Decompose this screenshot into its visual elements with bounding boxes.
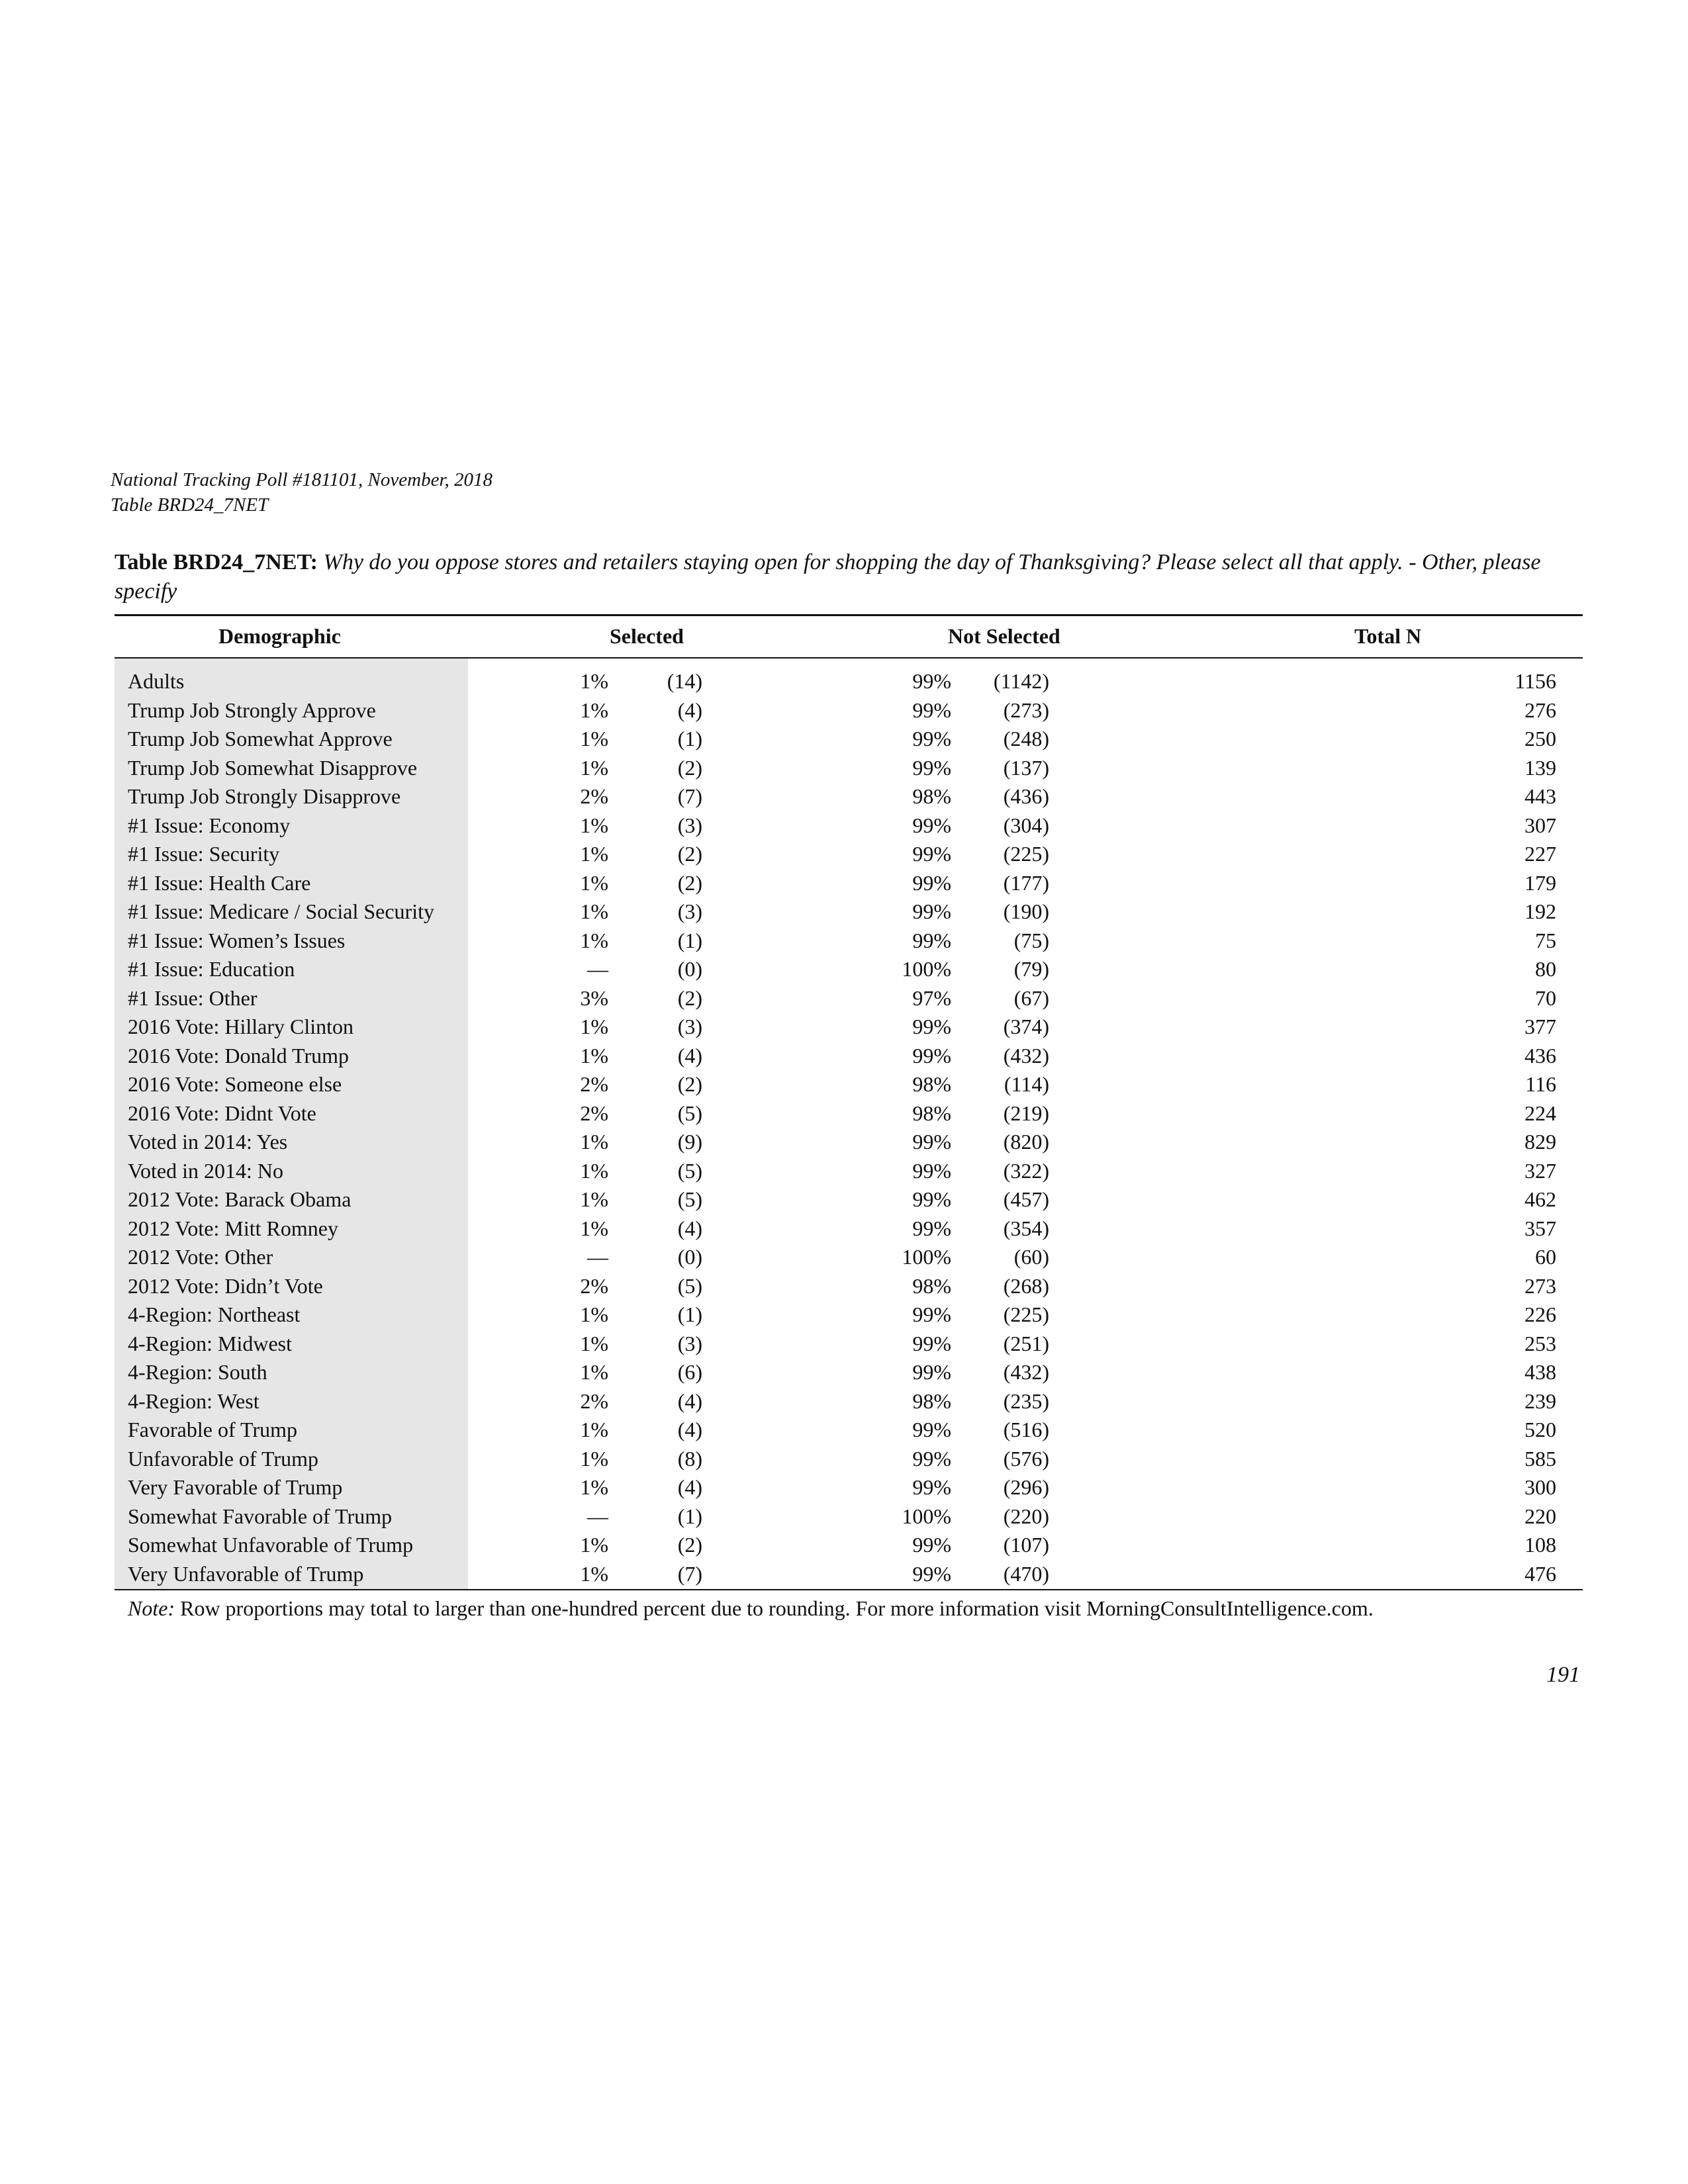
row-not-selected-count: (374)	[1003, 1015, 1049, 1038]
row-total-n: 436	[1524, 1043, 1556, 1068]
row-selected-percent: 1%	[580, 1130, 608, 1154]
table-row	[115, 839, 1583, 868]
row-selected-count: (14)	[667, 669, 702, 693]
row-demographic: #1 Issue: Women’s Issues	[128, 928, 346, 952]
row-not-selected-percent: 99%	[912, 1130, 951, 1154]
row-not-selected-count: (432)	[1003, 1360, 1049, 1384]
row-demographic: #1 Issue: Other	[128, 985, 258, 1010]
row-selected-percent: 1%	[580, 1015, 608, 1038]
col-header-selected: Selected	[610, 624, 684, 648]
table-row	[115, 811, 1583, 840]
row-total-n: 377	[1524, 1015, 1556, 1038]
row-selected-percent: 2%	[580, 1388, 608, 1413]
row-total-n: 75	[1535, 928, 1556, 952]
row-total-n: 476	[1524, 1561, 1556, 1586]
row-not-selected-count: (67)	[1013, 985, 1049, 1010]
row-selected-percent: 1%	[580, 1043, 608, 1068]
row-demographic: 2012 Vote: Barack Obama	[128, 1187, 352, 1211]
row-demographic: Very Favorable of Trump	[128, 1475, 343, 1499]
row-not-selected-percent: 99%	[912, 1216, 951, 1240]
row-selected-count: (0)	[677, 957, 702, 981]
row-total-n: 239	[1524, 1388, 1556, 1413]
row-demographic: 4-Region: South	[128, 1360, 267, 1384]
row-total-n: 139	[1524, 755, 1556, 780]
row-demographic: Trump Job Strongly Disapprove	[128, 784, 401, 808]
row-demographic: 2016 Vote: Someone else	[128, 1072, 342, 1096]
row-demographic: 4-Region: Midwest	[128, 1331, 292, 1355]
row-selected-percent: 1%	[580, 899, 608, 923]
row-selected-percent: 2%	[580, 1273, 608, 1298]
row-not-selected-percent: 99%	[912, 1187, 951, 1211]
table-row	[115, 1242, 1583, 1271]
row-selected-percent: —	[587, 1504, 608, 1528]
row-total-n: 192	[1524, 899, 1556, 923]
row-demographic: 2012 Vote: Didn’t Vote	[128, 1273, 323, 1298]
row-demographic: Trump Job Strongly Approve	[128, 698, 376, 722]
row-demographic: Adults	[128, 669, 185, 693]
table-id: Table BRD24_7NET	[111, 494, 269, 516]
row-demographic: 2016 Vote: Donald Trump	[128, 1043, 349, 1068]
row-selected-count: (9)	[677, 1130, 702, 1154]
row-total-n: 70	[1535, 985, 1556, 1010]
row-demographic: #1 Issue: Education	[128, 957, 295, 981]
row-not-selected-count: (251)	[1003, 1331, 1049, 1355]
row-selected-count: (2)	[677, 870, 702, 895]
row-selected-count: (3)	[677, 1331, 702, 1355]
row-demographic: Somewhat Favorable of Trump	[128, 1504, 393, 1528]
row-selected-percent: 1%	[580, 1418, 608, 1441]
table-row	[115, 753, 1583, 782]
row-demographic: 4-Region: West	[128, 1388, 259, 1413]
table-row	[115, 1387, 1583, 1416]
row-not-selected-percent: 100%	[902, 1245, 951, 1269]
table-body	[115, 659, 1583, 1589]
table-row	[115, 983, 1583, 1013]
row-total-n: 220	[1524, 1504, 1556, 1528]
row-selected-count: (6)	[677, 1360, 702, 1384]
row-selected-percent: 2%	[580, 1101, 608, 1125]
row-selected-percent: 1%	[580, 1187, 608, 1211]
row-total-n: 179	[1524, 870, 1556, 895]
table-row	[115, 1012, 1583, 1041]
row-demographic: Voted in 2014: Yes	[128, 1130, 288, 1154]
row-not-selected-count: (79)	[1013, 957, 1049, 981]
row-selected-percent: 2%	[580, 784, 608, 808]
row-not-selected-percent: 100%	[902, 1504, 951, 1528]
row-total-n: 80	[1535, 957, 1556, 981]
table-row	[115, 1214, 1583, 1243]
row-demographic: 2016 Vote: Didnt Vote	[128, 1101, 316, 1125]
row-selected-count: (4)	[677, 1043, 702, 1068]
row-demographic: Very Unfavorable of Trump	[128, 1561, 364, 1586]
row-not-selected-percent: 99%	[912, 1302, 951, 1326]
row-selected-count: (2)	[677, 755, 702, 780]
row-total-n: 300	[1524, 1475, 1556, 1499]
row-total-n: 443	[1524, 784, 1556, 808]
row-not-selected-count: (516)	[1003, 1418, 1049, 1441]
row-not-selected-count: (190)	[1003, 899, 1049, 923]
row-not-selected-count: (1142)	[993, 669, 1049, 693]
table-title-label: Table BRD24_7NET:	[115, 550, 318, 574]
row-not-selected-count: (432)	[1003, 1043, 1049, 1068]
row-demographic: #1 Issue: Security	[128, 842, 280, 866]
row-selected-count: (1)	[677, 1302, 702, 1326]
row-not-selected-percent: 99%	[912, 727, 951, 751]
row-not-selected-percent: 98%	[912, 1273, 951, 1298]
row-not-selected-count: (107)	[1003, 1533, 1049, 1557]
row-total-n: 60	[1535, 1245, 1556, 1269]
table-title-question: Why do you oppose stores and retailers staying open for shopping the day of Thanksgiving? Please select all that apply. - Other, please specify	[115, 550, 1541, 604]
row-total-n: 520	[1524, 1418, 1556, 1441]
row-not-selected-count: (268)	[1003, 1273, 1049, 1298]
row-not-selected-percent: 99%	[912, 1043, 951, 1068]
table-row	[115, 1041, 1583, 1070]
row-not-selected-percent: 99%	[912, 899, 951, 923]
row-selected-count: (8)	[677, 1446, 702, 1471]
table-row	[115, 1415, 1583, 1444]
row-not-selected-count: (470)	[1003, 1561, 1049, 1586]
row-total-n: 327	[1524, 1158, 1556, 1183]
row-selected-percent: —	[587, 1245, 608, 1269]
table-row	[115, 1300, 1583, 1329]
row-total-n: 224	[1524, 1101, 1556, 1125]
col-header-total-n: Total N	[1354, 624, 1422, 648]
row-not-selected-count: (114)	[1004, 1072, 1049, 1096]
col-header-demographic: Demographic	[218, 624, 341, 648]
row-selected-count: (4)	[677, 1475, 702, 1499]
row-selected-count: (7)	[677, 784, 702, 808]
row-selected-count: (2)	[677, 1533, 702, 1557]
row-total-n: 829	[1524, 1130, 1556, 1154]
row-not-selected-count: (820)	[1003, 1130, 1049, 1154]
table-row	[115, 724, 1583, 753]
row-total-n: 438	[1524, 1360, 1556, 1384]
row-selected-count: (4)	[677, 1216, 702, 1240]
row-selected-percent: —	[587, 957, 608, 981]
row-total-n: 253	[1524, 1331, 1556, 1355]
row-selected-count: (4)	[677, 698, 702, 722]
row-selected-count: (3)	[677, 899, 702, 923]
table-row	[115, 926, 1583, 955]
row-demographic: 2016 Vote: Hillary Clinton	[128, 1015, 354, 1038]
row-selected-count: (4)	[677, 1388, 702, 1413]
row-total-n: 357	[1524, 1216, 1556, 1240]
row-total-n: 273	[1524, 1273, 1556, 1298]
col-header-not-selected: Not Selected	[948, 624, 1060, 648]
row-not-selected-percent: 97%	[912, 985, 951, 1010]
row-not-selected-count: (354)	[1003, 1216, 1049, 1240]
table-row	[115, 954, 1583, 983]
row-demographic: #1 Issue: Health Care	[128, 870, 311, 895]
row-selected-count: (1)	[677, 1504, 702, 1528]
row-selected-percent: 1%	[580, 1302, 608, 1326]
row-selected-percent: 2%	[580, 1072, 608, 1096]
note-text: Row proportions may total to larger than one-hundred percent due to rounding. For more information visit MorningConsultIntelligence.com.	[180, 1596, 1374, 1620]
row-total-n: 307	[1524, 813, 1556, 837]
row-selected-percent: 1%	[580, 1158, 608, 1183]
page-header	[111, 467, 492, 518]
table-row	[115, 1185, 1583, 1214]
row-selected-percent: 1%	[580, 1475, 608, 1499]
row-not-selected-percent: 99%	[912, 1475, 951, 1499]
row-not-selected-percent: 99%	[912, 842, 951, 866]
table-row	[115, 1271, 1583, 1300]
row-not-selected-percent: 99%	[912, 1533, 951, 1557]
row-not-selected-count: (322)	[1003, 1158, 1049, 1183]
row-not-selected-percent: 99%	[912, 928, 951, 952]
row-selected-count: (5)	[677, 1187, 702, 1211]
row-selected-percent: 1%	[580, 928, 608, 952]
row-not-selected-count: (235)	[1003, 1388, 1049, 1413]
row-not-selected-percent: 99%	[912, 698, 951, 722]
row-not-selected-percent: 99%	[912, 1015, 951, 1038]
row-selected-percent: 1%	[580, 755, 608, 780]
row-not-selected-percent: 99%	[912, 1418, 951, 1441]
row-not-selected-count: (248)	[1003, 727, 1049, 751]
row-not-selected-percent: 99%	[912, 669, 951, 693]
note-label: Note:	[128, 1596, 175, 1620]
row-total-n: 227	[1524, 842, 1556, 866]
row-not-selected-percent: 99%	[912, 813, 951, 837]
row-total-n: 226	[1524, 1302, 1556, 1326]
row-selected-count: (5)	[677, 1158, 702, 1183]
row-demographic: #1 Issue: Economy	[128, 813, 291, 837]
row-not-selected-count: (60)	[1013, 1245, 1049, 1269]
row-not-selected-count: (576)	[1003, 1446, 1049, 1471]
row-total-n: 276	[1524, 698, 1556, 722]
row-total-n: 585	[1524, 1446, 1556, 1471]
table-note	[128, 1596, 1374, 1621]
table-row	[115, 666, 1583, 696]
row-not-selected-count: (304)	[1003, 813, 1049, 837]
table-row	[115, 1473, 1583, 1502]
row-not-selected-count: (225)	[1003, 842, 1049, 866]
row-not-selected-count: (137)	[1003, 755, 1049, 780]
column-header-row	[115, 616, 1583, 657]
row-not-selected-percent: 99%	[912, 1331, 951, 1355]
row-selected-percent: 1%	[580, 1216, 608, 1240]
row-selected-percent: 1%	[580, 1533, 608, 1557]
row-demographic: Unfavorable of Trump	[128, 1446, 318, 1471]
row-demographic: #1 Issue: Medicare / Social Security	[128, 899, 434, 923]
row-selected-percent: 3%	[580, 985, 608, 1010]
table-title	[115, 548, 1583, 606]
row-selected-count: (3)	[677, 813, 702, 837]
table-row	[115, 1099, 1583, 1128]
page-number: 191	[1546, 1662, 1580, 1687]
row-selected-percent: 1%	[580, 1331, 608, 1355]
row-selected-count: (7)	[677, 1561, 702, 1586]
row-not-selected-count: (457)	[1003, 1187, 1049, 1211]
table-row	[115, 1127, 1583, 1156]
row-total-n: 1156	[1515, 669, 1556, 693]
row-demographic: 2012 Vote: Other	[128, 1245, 273, 1269]
row-selected-count: (1)	[677, 928, 702, 952]
row-total-n: 250	[1524, 727, 1556, 751]
table-row	[115, 696, 1583, 725]
table-row	[115, 1559, 1583, 1588]
row-selected-count: (5)	[677, 1101, 702, 1125]
row-selected-count: (0)	[677, 1245, 702, 1269]
row-selected-percent: 1%	[580, 813, 608, 837]
row-total-n: 116	[1525, 1072, 1556, 1096]
row-selected-percent: 1%	[580, 1446, 608, 1471]
row-selected-percent: 1%	[580, 842, 608, 866]
row-selected-count: (5)	[677, 1273, 702, 1298]
row-demographic: 2012 Vote: Mitt Romney	[128, 1216, 338, 1240]
crosstab-table	[115, 614, 1583, 1590]
row-not-selected-count: (219)	[1003, 1101, 1049, 1125]
row-not-selected-count: (296)	[1003, 1475, 1049, 1499]
row-selected-count: (2)	[677, 1072, 702, 1096]
row-not-selected-percent: 100%	[902, 957, 951, 981]
row-selected-percent: 1%	[580, 698, 608, 722]
row-selected-count: (2)	[677, 842, 702, 866]
row-not-selected-percent: 99%	[912, 1158, 951, 1183]
row-selected-count: (3)	[677, 1015, 702, 1038]
table-row	[115, 1329, 1583, 1358]
row-not-selected-count: (75)	[1013, 928, 1049, 952]
row-not-selected-percent: 98%	[912, 1101, 951, 1125]
table-row	[115, 897, 1583, 926]
row-not-selected-percent: 98%	[912, 1388, 951, 1413]
row-selected-count: (1)	[677, 727, 702, 751]
row-demographic: Somewhat Unfavorable of Trump	[128, 1533, 414, 1557]
row-not-selected-percent: 98%	[912, 784, 951, 808]
table-row	[115, 782, 1583, 811]
row-not-selected-percent: 98%	[912, 1072, 951, 1096]
row-not-selected-count: (225)	[1003, 1302, 1049, 1326]
row-selected-percent: 1%	[580, 1360, 608, 1384]
row-demographic: 4-Region: Northeast	[128, 1302, 301, 1326]
table-row	[115, 1502, 1583, 1531]
row-selected-percent: 1%	[580, 669, 608, 693]
row-not-selected-count: (436)	[1003, 784, 1049, 808]
row-total-n: 462	[1524, 1187, 1556, 1211]
row-selected-percent: 1%	[580, 1561, 608, 1586]
row-not-selected-percent: 99%	[912, 870, 951, 895]
table-row	[115, 868, 1583, 897]
table-row	[115, 1444, 1583, 1473]
row-not-selected-percent: 99%	[912, 755, 951, 780]
row-demographic: Voted in 2014: No	[128, 1158, 283, 1183]
table-row	[115, 1357, 1583, 1387]
row-selected-count: (4)	[677, 1418, 702, 1441]
row-demographic: Trump Job Somewhat Disapprove	[128, 755, 418, 780]
poll-name: National Tracking Poll #181101, November, 2018	[111, 469, 493, 490]
bottom-rule	[115, 1589, 1583, 1590]
row-not-selected-count: (220)	[1003, 1504, 1049, 1528]
row-not-selected-count: (177)	[1003, 870, 1049, 895]
row-total-n: 108	[1524, 1533, 1556, 1557]
row-demographic: Favorable of Trump	[128, 1418, 297, 1441]
table-row	[115, 1156, 1583, 1185]
row-not-selected-percent: 99%	[912, 1446, 951, 1471]
row-not-selected-percent: 99%	[912, 1561, 951, 1586]
row-selected-percent: 1%	[580, 870, 608, 895]
row-selected-count: (2)	[677, 985, 702, 1010]
row-demographic: Trump Job Somewhat Approve	[128, 727, 393, 751]
row-selected-percent: 1%	[580, 727, 608, 751]
row-not-selected-count: (273)	[1003, 698, 1049, 722]
table-row	[115, 1069, 1583, 1099]
row-not-selected-percent: 99%	[912, 1360, 951, 1384]
table-row	[115, 1530, 1583, 1559]
